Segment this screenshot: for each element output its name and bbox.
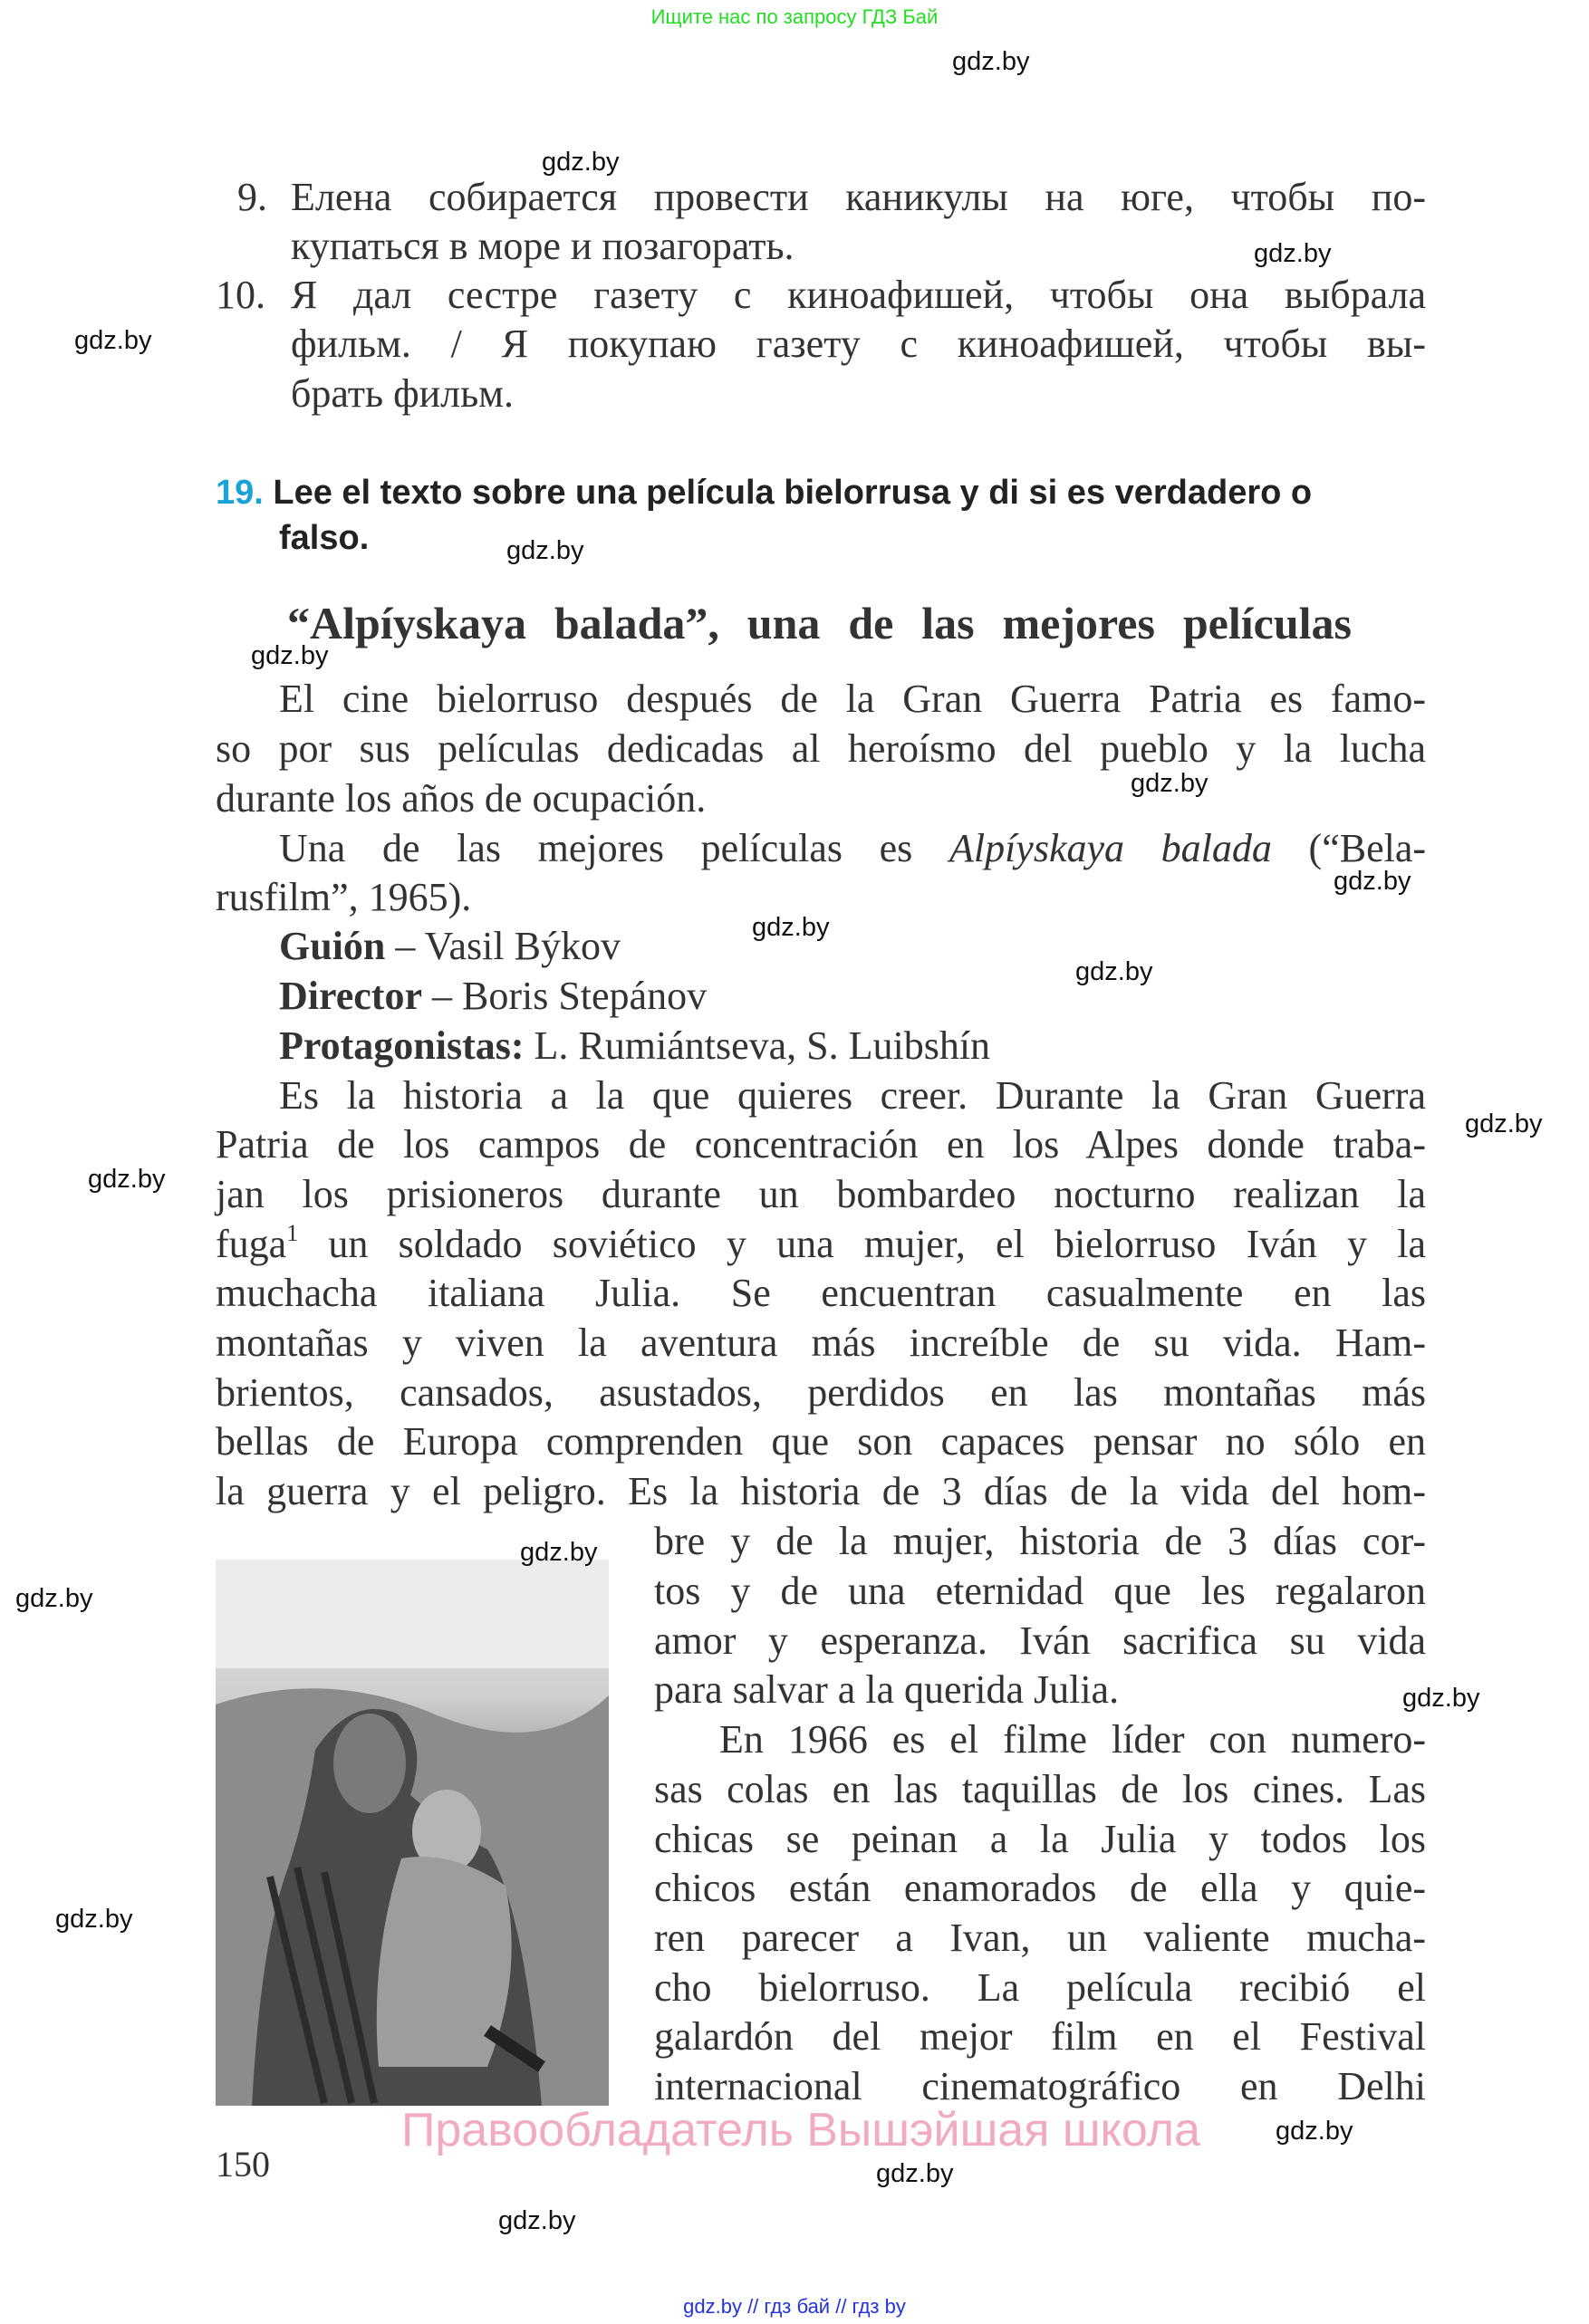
gdz-watermark[interactable]: gdz.by (506, 536, 584, 565)
line-text: Es la historia a la que quieres creer. Durante la Gran Guerra (279, 1073, 1426, 1118)
line-text: amor y esperanza. Iván sacrifica su vida (654, 1618, 1426, 1663)
film-still-image (216, 1560, 609, 2106)
gdz-watermark[interactable]: gdz.by (1465, 1109, 1543, 1138)
task-number: 19. (216, 474, 264, 512)
item-line: Я дал сестре газету с киноафишей, чтобы она выбрала (291, 273, 1426, 317)
gdz-watermark[interactable]: gdz.by (1254, 239, 1332, 268)
body-line (719, 1715, 1426, 1764)
line-text: En 1966 es el filme líder con numero- (719, 1717, 1426, 1762)
gdz-watermark[interactable]: gdz.by (1276, 2117, 1353, 2146)
line-text: jan los prisioneros durante un bombardeo nocturno realizan la (216, 1172, 1426, 1216)
footer-links[interactable]: gdz.by // гдз бай // гдз by (683, 2295, 906, 2318)
body-line (216, 725, 1426, 773)
body-line (216, 1170, 1426, 1219)
film-still-figures (216, 1560, 609, 2106)
body-line (279, 972, 707, 1021)
line-text: – Boris Stepánov (421, 974, 708, 1018)
line-text: rusfilm”, 1965). (216, 875, 472, 919)
line-text: L. Rumiántseva, S. Luibshín (524, 1023, 991, 1068)
line-text: fuga (216, 1222, 287, 1266)
gdz-watermark[interactable]: gdz.by (498, 2206, 576, 2235)
line-text: galardón del mejor film en el Festival (654, 2014, 1426, 2059)
line-text: muchacha italiana Julia. Se encuentran casualmente en las (216, 1271, 1426, 1315)
gdz-watermark[interactable]: gdz.by (1131, 769, 1209, 798)
item-number: 10. (216, 273, 265, 317)
body-line (654, 1864, 1426, 1913)
gdz-watermark[interactable]: gdz.by (1334, 867, 1411, 896)
body-line (654, 1765, 1426, 1814)
body-line (216, 1120, 1426, 1169)
item-line: купаться в море и позагорать. (291, 224, 794, 268)
body-line (654, 1517, 1426, 1566)
body-line (279, 1022, 990, 1071)
body-line (654, 1567, 1426, 1616)
gdz-watermark[interactable]: gdz.by (542, 148, 620, 177)
item-line: Елена собирается провести каникулы на юге, чтобы по- (291, 175, 1426, 219)
page-number: 150 (216, 2144, 270, 2185)
line-text: bre y de la mujer, historia de 3 días cor- (654, 1519, 1426, 1563)
gdz-watermark[interactable]: gdz.by (520, 1538, 598, 1567)
bold-label: Director (279, 974, 422, 1018)
line-text: tos y de una eternidad que les regalaron (654, 1569, 1426, 1613)
line-text: para salvar a la querida Julia. (654, 1667, 1120, 1712)
body-line (654, 1815, 1426, 1864)
line-text: (“Bela- (1271, 826, 1427, 870)
bold-label: Guión (279, 924, 386, 968)
line-text: un soldado soviético y una mujer, el bielorruso Iván y la (298, 1222, 1426, 1266)
body-line (654, 1914, 1426, 1963)
body-line (654, 1617, 1426, 1666)
line-text: durante los años de ocupación. (216, 776, 707, 821)
body-line (654, 2012, 1426, 2061)
body-line (654, 1666, 1119, 1714)
body-line (279, 675, 1426, 724)
search-banner[interactable]: Ищите нас по запросу ГДЗ Бай (650, 5, 939, 28)
item-line: фильм. / Я покупаю газету с киноафишей, чтобы вы- (291, 322, 1426, 366)
line-text: brientos, cansados, asustados, perdidos en las montañas más (216, 1370, 1426, 1415)
line-text: la guerra y el peligro. Es la historia de 3 días de la vida del hom- (216, 1469, 1426, 1513)
body-line (216, 1368, 1426, 1417)
body-line (216, 1319, 1426, 1368)
footnote-mark: 1 (286, 1220, 299, 1246)
task-text: falso. (279, 519, 370, 557)
gdz-watermark[interactable]: gdz.by (752, 913, 830, 942)
body-line (216, 873, 471, 922)
line-text: montañas y viven la aventura más increíble de su vida. Ham- (216, 1320, 1426, 1365)
gdz-watermark[interactable]: gdz.by (55, 1905, 133, 1934)
line-text: chicas se peinan a la Julia y todos los (654, 1817, 1426, 1861)
body-line (279, 922, 621, 971)
task-heading (216, 470, 1312, 515)
bold-label: Protagonistas: (279, 1023, 525, 1068)
line-text: chicos están enamorados de ella y quie- (654, 1866, 1426, 1910)
item-line: брать фильм. (291, 371, 514, 416)
body-line (216, 1417, 1426, 1466)
gdz-watermark[interactable]: gdz.by (876, 2159, 954, 2188)
italic-title: Alpíyskaya balada (949, 826, 1272, 870)
gdz-watermark[interactable]: gdz.by (1402, 1684, 1480, 1713)
line-text: Una de las mejores películas es (279, 826, 949, 870)
line-text: – Vasil Býkov (385, 924, 621, 968)
copyright-watermark: Правообладатель Вышэйшая школа (401, 2104, 1200, 2156)
line-text: sas colas en las taquillas de los cines. Las (654, 1767, 1426, 1811)
gdz-watermark[interactable]: gdz.by (74, 326, 152, 355)
gdz-watermark[interactable]: gdz.by (15, 1584, 93, 1613)
task-text: Lee el texto sobre una película bielorrusa y di si es verdadero o (273, 474, 1313, 512)
line-text: ren parecer a Ivan, un valiente mucha- (654, 1916, 1426, 1960)
body-line (216, 774, 706, 823)
gdz-watermark[interactable]: gdz.by (88, 1165, 166, 1194)
body-line (216, 1269, 1426, 1318)
line-text: Patria de los campos de concentración en los Alpes donde traba- (216, 1122, 1426, 1167)
line-text: internacional cinematográfico en Delhi (654, 2064, 1426, 2108)
line-text: bellas de Europa comprenden que son capaces pensar no sólo en (216, 1419, 1426, 1464)
body-line (216, 1467, 1426, 1516)
gdz-watermark[interactable]: gdz.by (952, 47, 1030, 76)
item-number: 9. (237, 175, 267, 219)
line-text: cho bielorruso. La película recibió el (654, 1965, 1426, 2010)
body-line (279, 1071, 1426, 1120)
gdz-watermark[interactable]: gdz.by (1075, 957, 1153, 986)
article-title: “Alpíyskaya balada”, una de las mejores películas (287, 598, 1352, 648)
body-line (216, 1220, 1426, 1269)
body-line (654, 1964, 1426, 2012)
gdz-watermark[interactable]: gdz.by (251, 641, 329, 670)
body-line (279, 824, 1426, 873)
line-text: so por sus películas dedicadas al heroísmo del pueblo y la lucha (216, 726, 1426, 771)
line-text: El cine bielorruso después de la Gran Guerra Patria es famo- (279, 677, 1426, 721)
